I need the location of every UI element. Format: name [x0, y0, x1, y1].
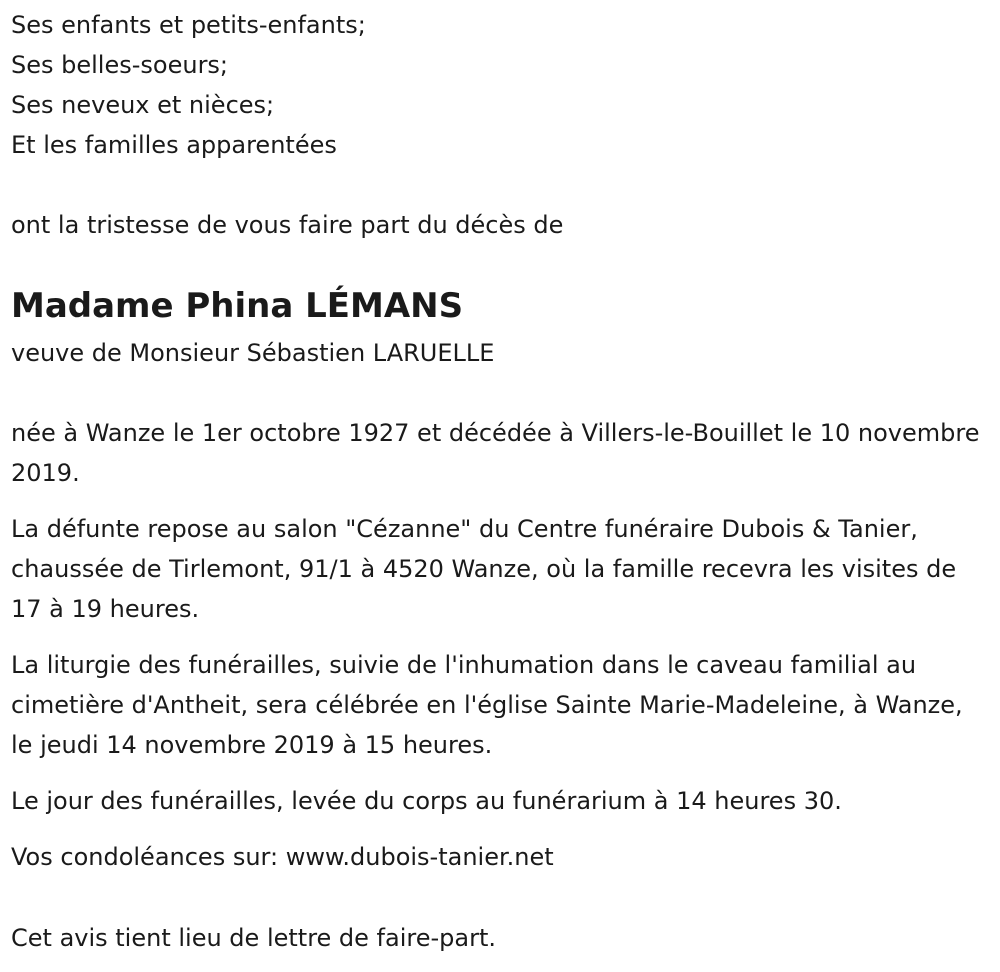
liturgy-paragraph: La liturgie des funérailles, suivie de l'inhumation dans le caveau familial au cimetière d'Antheit, sera célébrée en l'église Sainte Marie-Madeleine, à Wanze, le jeudi 14 novembre 2019 à 15 heures.	[11, 651, 963, 759]
notice-line: Cet avis tient lieu de lettre de faire-part.	[11, 924, 496, 952]
family-list	[11, 5, 366, 165]
deceased-name: Madame Phina LÉMANS	[11, 286, 464, 326]
resting-place-paragraph: La défunte repose au salon "Cézanne" du Centre funéraire Dubois & Tanier, chaussée de Tirlemont, 91/1 à 4520 Wanze, où la famille recevra les visites de 17 à 19 heures.	[11, 515, 957, 623]
announcement-intro: ont la tristesse de vous faire part du décès de	[11, 211, 564, 239]
condolences-line: Vos condoléances sur: www.dubois-tanier.net	[11, 843, 554, 871]
family-line-children: Ses enfants et petits-enfants;	[11, 11, 366, 39]
birth-death-paragraph: née à Wanze le 1er octobre 1927 et décédée à Villers-le-Bouillet le 10 novembre 2019.	[11, 419, 980, 487]
widow-of-line: veuve de Monsieur Sébastien LARUELLE	[11, 339, 495, 367]
family-line-related-families: Et les familles apparentées	[11, 131, 337, 159]
family-line-sisters-in-law: Ses belles-soeurs;	[11, 51, 229, 79]
levee-paragraph: Le jour des funérailles, levée du corps au funérarium à 14 heures 30.	[11, 787, 842, 815]
family-line-nephews-nieces: Ses neveux et nièces;	[11, 91, 275, 119]
